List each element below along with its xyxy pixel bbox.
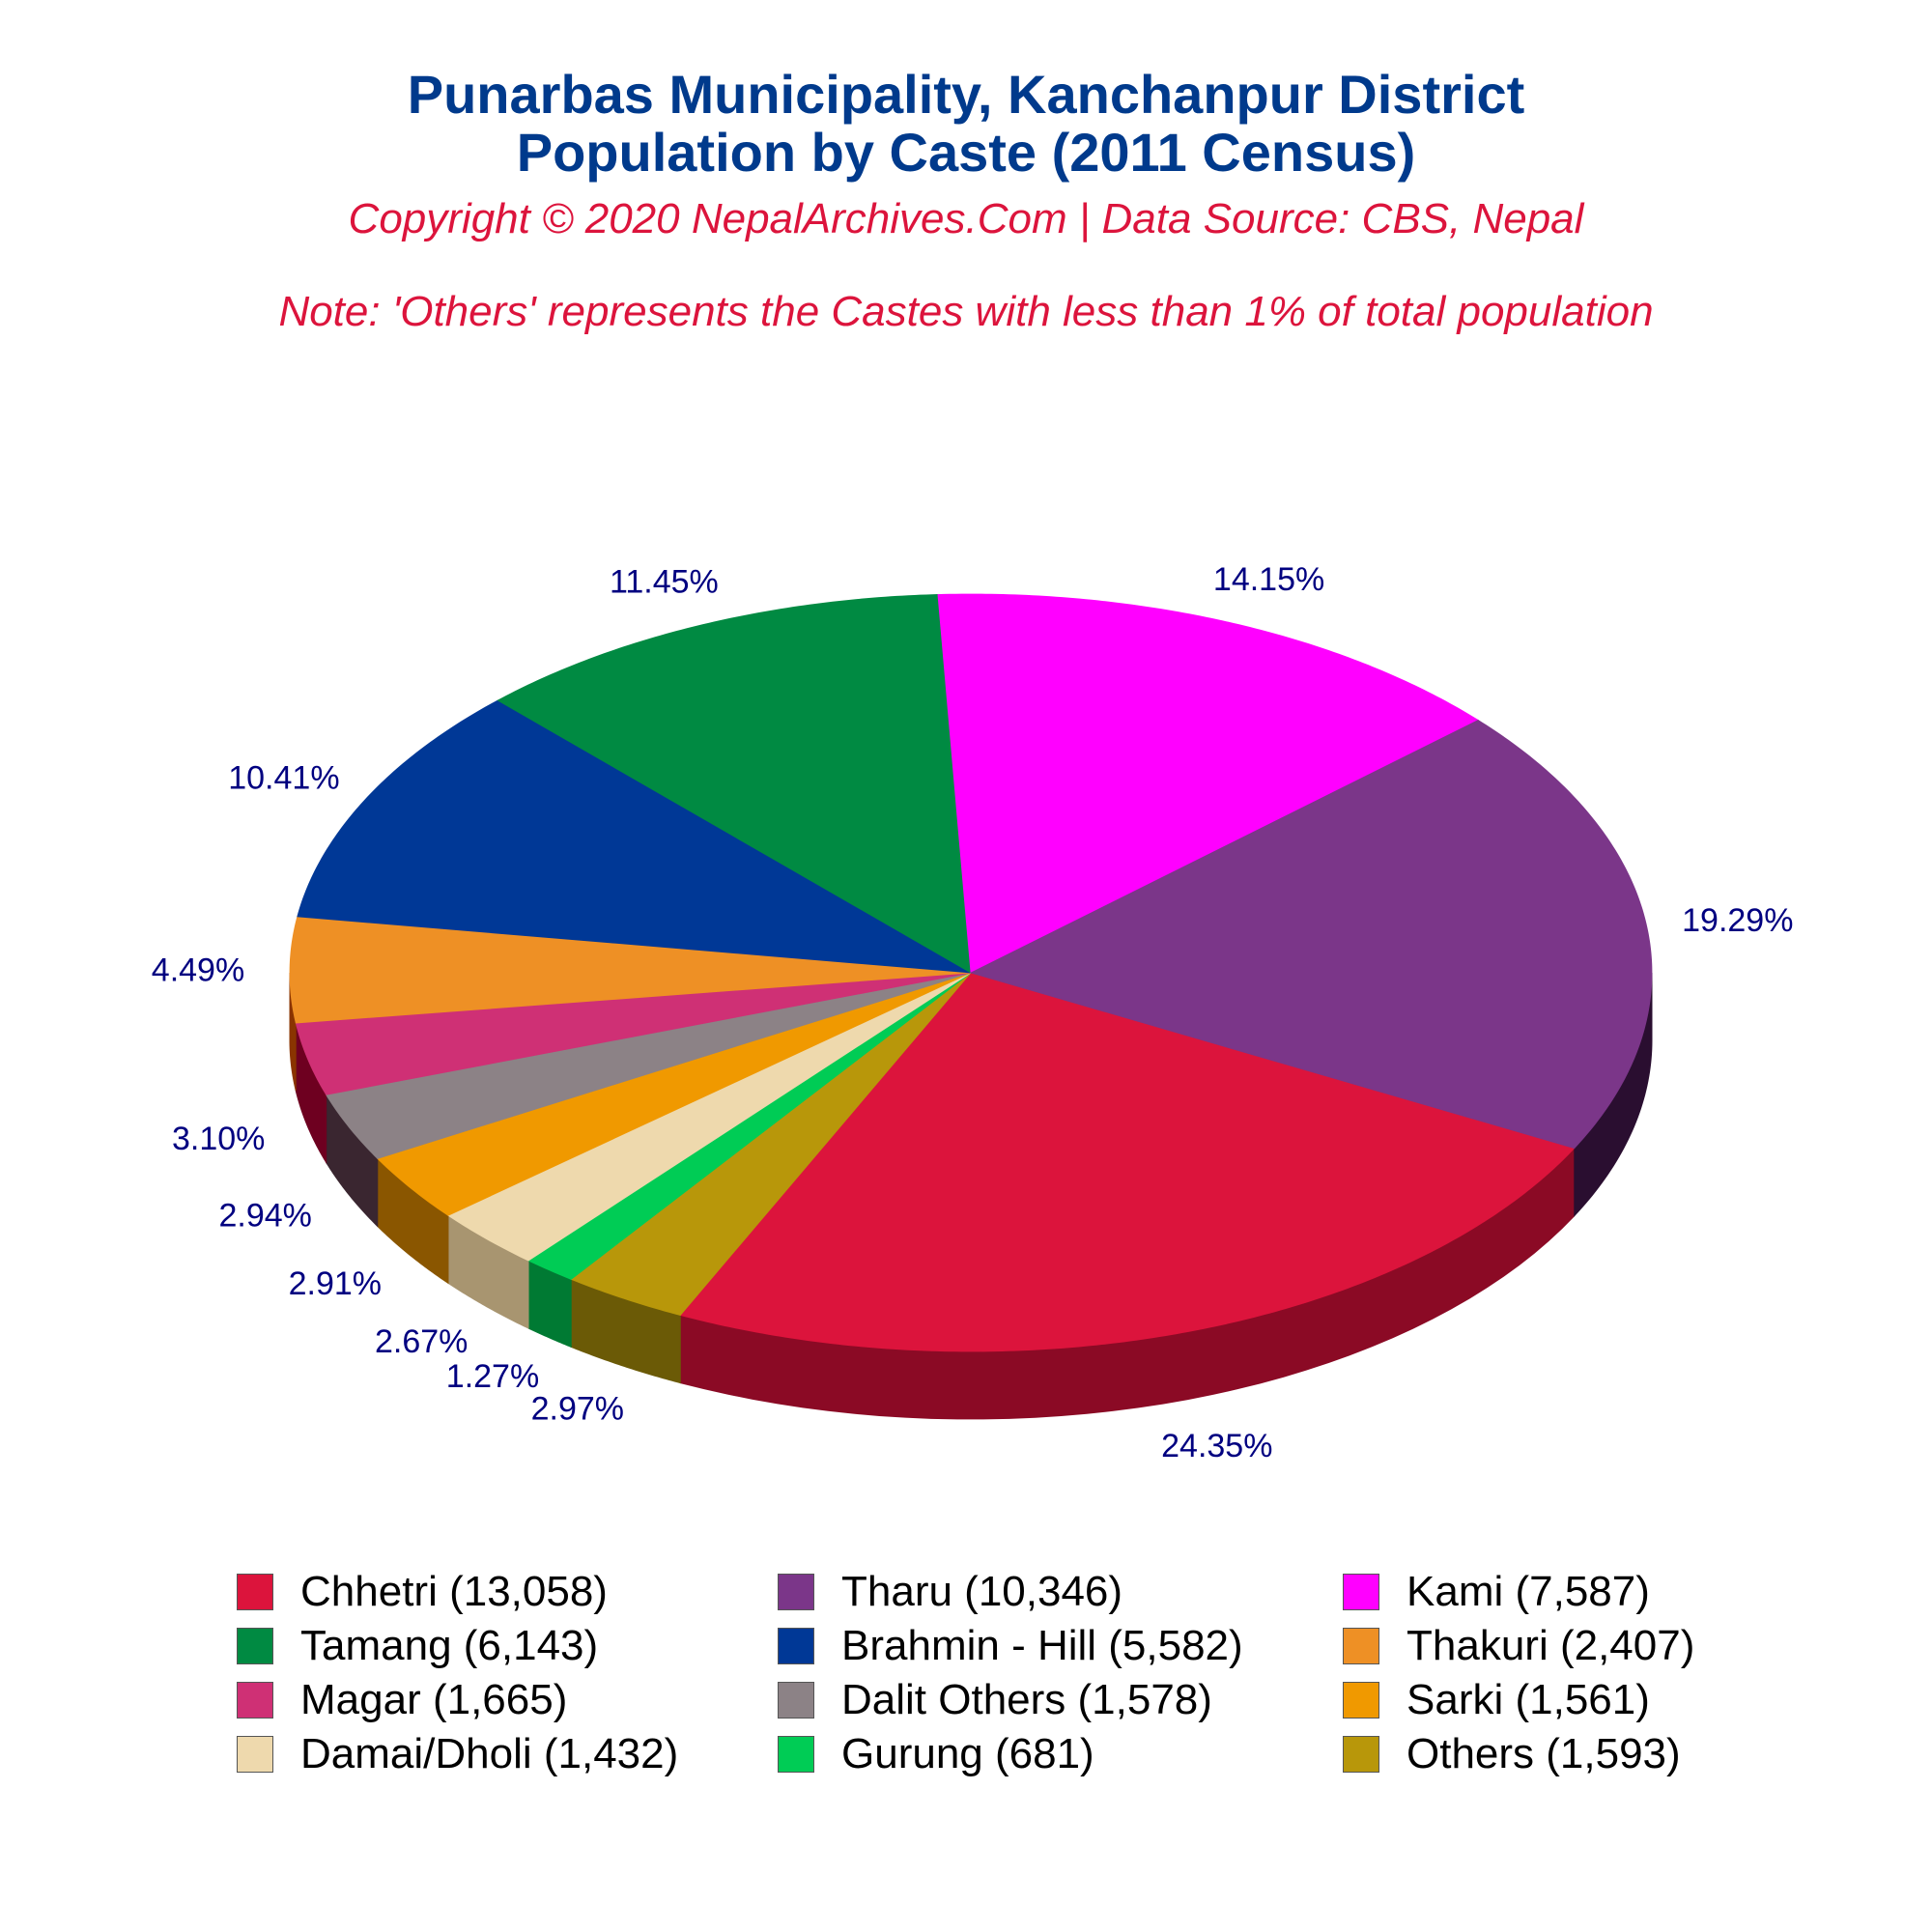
legend-item-gurung	[778, 1727, 1094, 1781]
legend-swatch	[778, 1628, 814, 1664]
legend-swatch	[1343, 1574, 1379, 1610]
legend-swatch	[1343, 1682, 1379, 1719]
pct-label-others: 2.97%	[530, 1390, 625, 1428]
pct-label-gurung: 1.27%	[445, 1358, 540, 1396]
legend-label: Others (1,593)	[1406, 1730, 1681, 1777]
legend-swatch	[778, 1682, 814, 1719]
legend-item-tharu	[778, 1565, 1122, 1619]
legend-swatch	[237, 1682, 273, 1719]
legend-label: Tamang (6,143)	[300, 1622, 599, 1669]
copyright-text: Copyright © 2020 NepalArchives.Com | Data Source: CBS, Nepal	[348, 195, 1584, 242]
legend-swatch	[237, 1574, 273, 1610]
legend-label: Brahmin - Hill (5,582)	[841, 1622, 1243, 1669]
legend-label: Magar (1,665)	[300, 1676, 568, 1723]
legend-label: Damai/Dholi (1,432)	[300, 1730, 679, 1777]
legend-item-chhetri	[237, 1565, 608, 1619]
pct-label-damai-dholi: 2.67%	[374, 1322, 469, 1360]
pct-label-thakuri: 4.49%	[151, 952, 245, 989]
note-text: Note: 'Others' represents the Castes with less than 1% of total population	[278, 288, 1654, 335]
pct-label-sarki: 2.91%	[288, 1265, 383, 1303]
legend-item-thakuri	[1343, 1619, 1694, 1673]
legend-item-others	[1343, 1727, 1681, 1781]
legend-swatch	[237, 1736, 273, 1773]
pct-label-brahmin-hill: 10.41%	[228, 759, 340, 797]
chart-title-line1: Punarbas Municipality, Kanchanpur District	[407, 64, 1525, 125]
legend-swatch	[778, 1736, 814, 1773]
pct-label-chhetri: 24.35%	[1161, 1428, 1273, 1464]
legend-item-tamang	[237, 1619, 598, 1673]
pct-label-tamang: 11.45%	[610, 563, 719, 601]
pct-label-dalit-others: 2.94%	[218, 1197, 312, 1235]
legend-label: Sarki (1,561)	[1406, 1676, 1650, 1723]
legend-label: Tharu (10,346)	[841, 1568, 1123, 1615]
legend-label: Dalit Others (1,578)	[841, 1676, 1212, 1723]
legend-item-magar	[237, 1673, 567, 1727]
legend-item-brahmin-hill	[778, 1619, 1243, 1673]
legend-label: Thakuri (2,407)	[1406, 1622, 1695, 1669]
legend-label: Kami (7,587)	[1406, 1568, 1650, 1615]
legend-item-sarki	[1343, 1673, 1650, 1727]
pct-label-magar: 3.10%	[171, 1121, 266, 1158]
legend-label: Gurung (681)	[841, 1730, 1094, 1777]
legend-swatch	[237, 1628, 273, 1664]
legend-swatch	[778, 1574, 814, 1610]
legend-swatch	[1343, 1628, 1379, 1664]
pct-label-tharu: 19.29%	[1682, 902, 1794, 940]
pct-label-kami: 14.15%	[1212, 561, 1325, 599]
legend-item-kami	[1343, 1565, 1650, 1619]
legend-item-damai-dholi	[237, 1727, 678, 1781]
chart-title-line2: Population by Caste (2011 Census)	[516, 122, 1416, 183]
legend-swatch	[1343, 1736, 1379, 1773]
pie-slices	[290, 594, 1652, 1351]
legend-label: Chhetri (13,058)	[300, 1568, 608, 1615]
legend-item-dalit-others	[778, 1673, 1212, 1727]
